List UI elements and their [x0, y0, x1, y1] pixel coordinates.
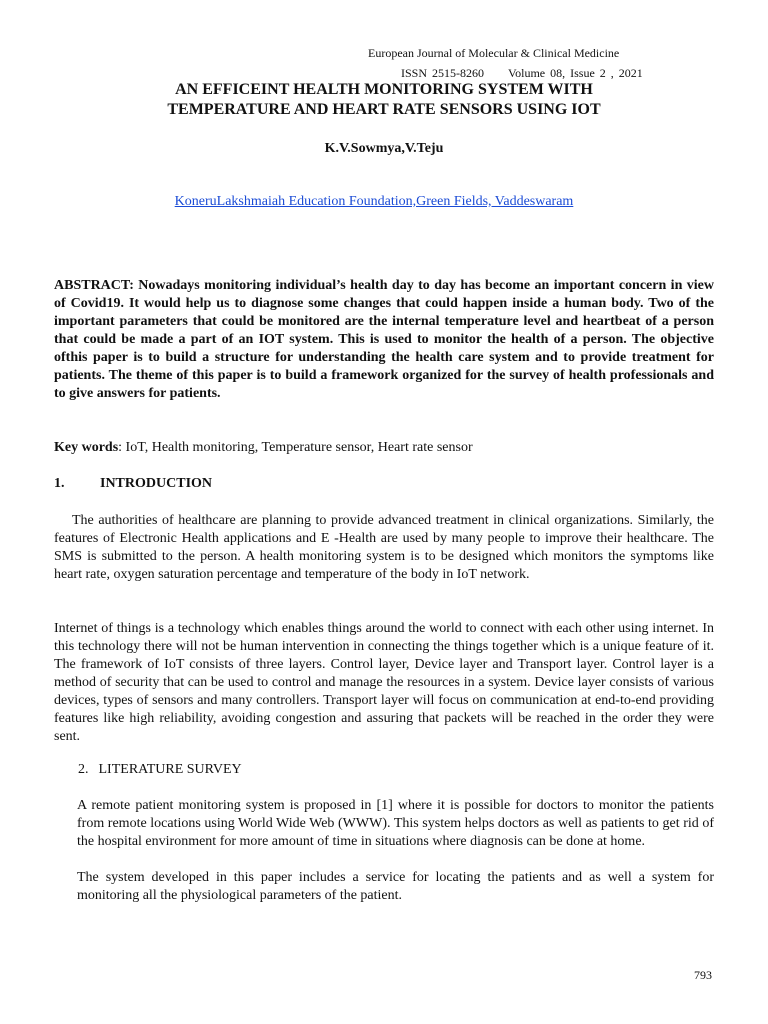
keywords-text: : IoT, Health monitoring, Temperature sensor, Heart rate sensor — [118, 440, 473, 455]
keywords — [54, 440, 714, 456]
issn-line — [401, 66, 643, 81]
journal-name: European Journal of Molecular & Clinical Medicine — [368, 46, 620, 60]
literature-paragraph-2: The system developed in this paper includes a service for locating the patients and as well a system for monitoring all the physiological parameters of the patient. — [77, 870, 714, 903]
intro-paragraph-2: Internet of things is a technology which enables things around the world to connect with each other using internet. In this technology there will not be human intervention in connecting the things together which is a unique feature of it. The framework of IoT consists of three layers. Control layer, Device layer and Transport layer. Control layer is a method of security that can be used to control and manage the resources in a system. Device layer consists of various devices, types of sensors and many controllers. Transport layer will focus on communication at end-to-end providing features like high reliability, avoiding congestion and assuring that packets will be reached in the order they were sent. — [54, 621, 714, 744]
section-title: INTRODUCTION — [100, 476, 213, 491]
keywords-label: Key words — [54, 440, 119, 455]
section-heading-introduction — [54, 476, 212, 492]
literature-paragraph-1: A remote patient monitoring system is proposed in [1] where it is possible for doctors to monitor the patients from remote locations using World Wide Web (WWW). This system helps doctors as well as patients to get rid of the hospital environment for more amount of time in situations where diagnosis can be done at home. — [77, 798, 714, 849]
section-title: LITERATURE SURVEY — [98, 762, 242, 777]
section-heading-literature-survey — [78, 762, 242, 778]
section-number: 1. — [54, 476, 65, 491]
affiliation-link[interactable]: KoneruLakshmaiah Education Foundation,Green Fields, Vaddeswaram — [174, 194, 574, 209]
paper-title — [0, 80, 768, 120]
volume-issue: Volume 08, Issue 2 , 2021 — [508, 66, 643, 80]
page-number: 793 — [694, 968, 712, 982]
title-line-2: TEMPERATURE AND HEART RATE SENSORS USING IOT — [167, 101, 601, 118]
section-number: 2. — [78, 762, 89, 777]
title-line-1: AN EFFICEINT HEALTH MONITORING SYSTEM WITH — [175, 81, 593, 98]
authors: K.V.Sowmya,V.Teju — [324, 141, 444, 156]
intro-paragraph-1: The authorities of healthcare are planning to provide advanced treatment in clinical organizations. Similarly, the features of Electronic Health applications and E -Health are used by many people to improve their healthcare. The SMS is submitted to the person. A health monitoring system is to be designed which monitors the symptoms like heart rate, oxygen saturation percentage and temperature of the body in IoT network. — [54, 513, 714, 582]
abstract: ABSTRACT: Nowadays monitoring individual’s health day to day has become an important concern in view of Covid19. It would help us to diagnose some changes that could happen inside a human body. Two of the important parameters that could be monitored are the internal temperature level and heartbeat of a person that could be made a part of an IOT system. This is used to monitor the health of a person. The objective ofthis paper is to build a structure for understanding the health care system and to provide treatment for patients. The theme of this paper is to build a framework organized for the survey of health professionals and to give answers for patients. — [54, 278, 714, 401]
issn: ISSN 2515-8260 — [401, 66, 485, 80]
